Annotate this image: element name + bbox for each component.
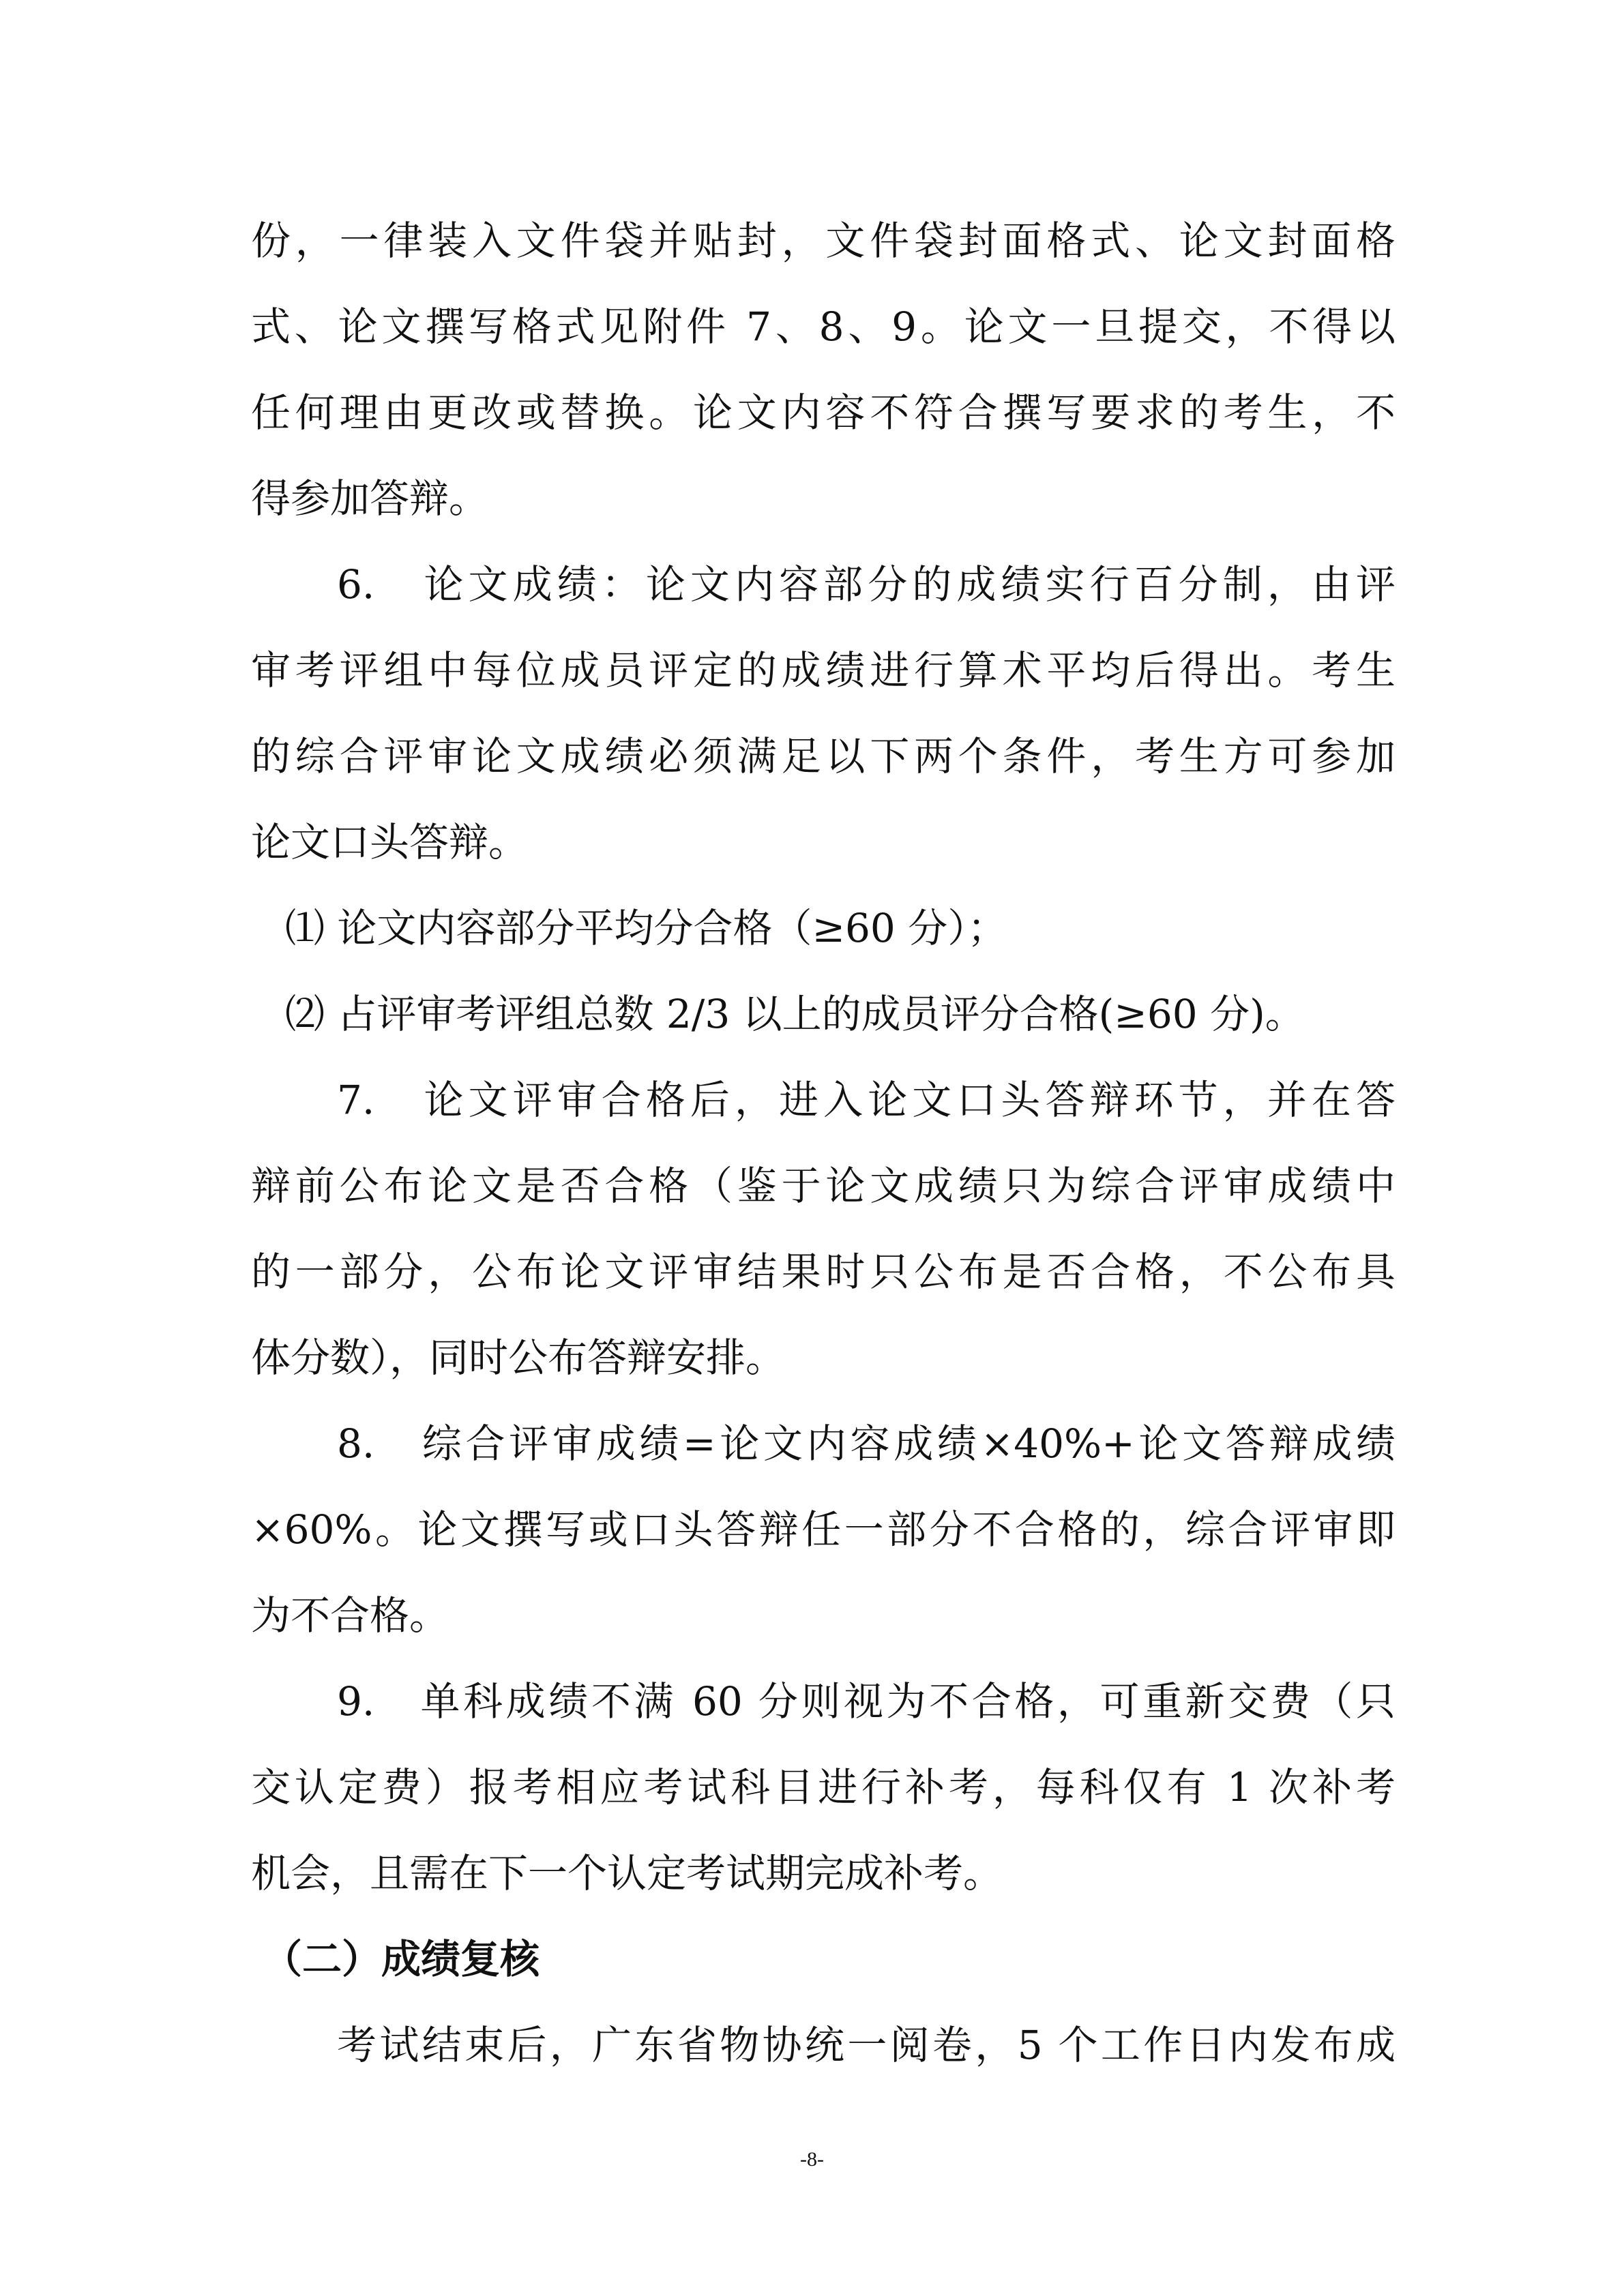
- paragraph-line: 式、论文撰写格式见附件 7、8、9。论文一旦提交，不得以: [251, 303, 1396, 350]
- paragraph-line: 考试结束后，广东省物协统一阅卷，5 个工作日内发布成: [337, 2022, 1396, 2068]
- paragraph-line: 的一部分，公布论文评审结果时只公布是否合格，不公布具: [251, 1249, 1396, 1295]
- paragraph-line: 份，一律装入文件袋并贴封，文件袋封面格式、论文封面格: [251, 218, 1396, 264]
- section-heading: （二）成绩复核: [263, 1936, 540, 1982]
- paragraph-line: 论文口头答辩。: [251, 819, 529, 865]
- condition-1: ⑴ 论文内容部分平均分合格（≥60 分）；: [285, 905, 1007, 951]
- item-7-line: 7. 论文评审合格后，进入论文口头答辩环节，并在答: [337, 1077, 1396, 1123]
- condition-2: ⑵ 占评审考评组总数 2/3 以上的成员评分合格(≥60 分)。: [285, 991, 1305, 1037]
- paragraph-line: 任何理由更改或替换。论文内容不符合撰写要求的考生，不: [251, 389, 1396, 436]
- item-8-line: 8. 综合评审成绩=论文内容成绩×40%+论文答辩成绩: [337, 1420, 1396, 1467]
- paragraph-line: 机会，且需在下一个认定考试期完成补考。: [251, 1850, 1003, 1896]
- paragraph-line: 审考评组中每位成员评定的成绩进行算术平均后得出。考生: [251, 647, 1396, 694]
- paragraph-line: 为不合格。: [251, 1592, 449, 1639]
- paragraph-line: 辩前公布论文是否合格（鉴于论文成绩只为综合评审成绩中: [251, 1163, 1396, 1209]
- item-9-line: 9. 单科成绩不满 60 分则视为不合格，可重新交费（只: [337, 1678, 1396, 1725]
- page-number: -8-: [800, 2148, 824, 2171]
- paragraph-line: 得参加答辩。: [251, 475, 489, 522]
- paragraph-line: 交认定费）报考相应考试科目进行补考，每科仅有 1 次补考: [251, 1764, 1396, 1810]
- paragraph-line: ×60%。论文撰写或口头答辩任一部分不合格的，综合评审即: [251, 1506, 1396, 1553]
- paragraph-line: 体分数），同时公布答辩安排。: [251, 1335, 786, 1381]
- paragraph-line: 的综合评审论文成绩必须满足以下两个条件，考生方可参加: [251, 733, 1396, 779]
- item-6-line: 6. 论文成绩：论文内容部分的成绩实行百分制，由评: [337, 561, 1396, 608]
